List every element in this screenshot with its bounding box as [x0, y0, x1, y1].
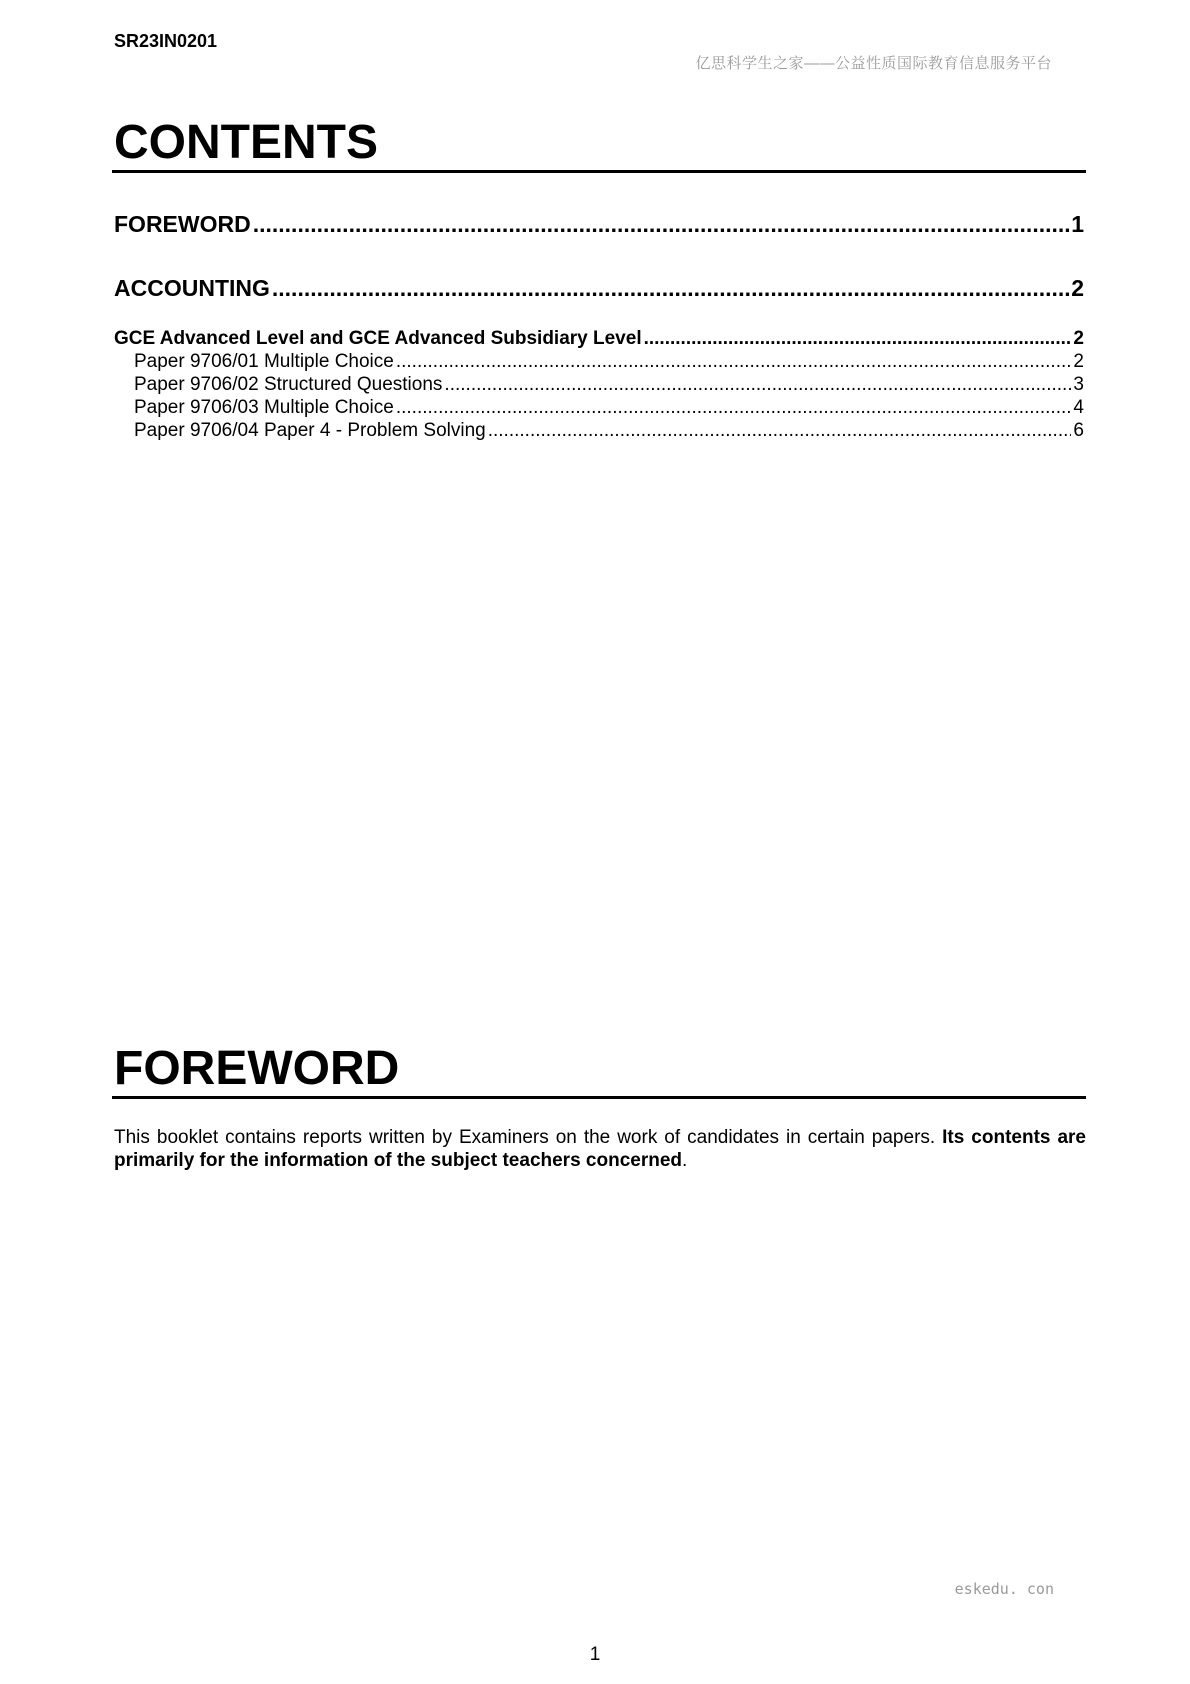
- toc-entry-label: Paper 9706/03 Multiple Choice: [134, 397, 394, 418]
- toc-entry-foreword[interactable]: [114, 210, 1084, 238]
- header-watermark: 亿思科学生之家——公益性质国际教育信息服务平台: [695, 55, 1052, 72]
- toc-entry-gce-level[interactable]: [114, 327, 1084, 350]
- toc-leader: [396, 396, 1072, 419]
- toc-entry-page: 2: [1073, 351, 1084, 372]
- toc-leader: [272, 274, 1069, 302]
- toc-entry-page: 6: [1073, 420, 1084, 441]
- toc-leader: [396, 350, 1072, 373]
- toc-entry-page: 1: [1071, 211, 1084, 237]
- foreword-rule: [112, 1096, 1086, 1099]
- toc-entry-label: ACCOUNTING: [114, 275, 270, 301]
- foreword-text: This booklet contains reports written by Examiners on the work of candidates in certain papers.: [114, 1127, 943, 1148]
- toc-entry-label: FOREWORD: [114, 211, 251, 237]
- toc-leader: [253, 210, 1069, 238]
- toc-leader: [488, 419, 1072, 442]
- page-number: 1: [589, 1644, 601, 1665]
- document-code: SR23IN0201: [114, 31, 218, 51]
- toc-entry-label: Paper 9706/04 Paper 4 - Problem Solving: [134, 420, 486, 441]
- foreword-text-end: .: [682, 1150, 688, 1171]
- foreword-bold-text: Its contents are primarily for the information of the subject teachers concerned: [114, 1127, 1086, 1171]
- toc-entry-label: GCE Advanced Level and GCE Advanced Subsidiary Level: [114, 328, 642, 349]
- toc-entry-page: 2: [1073, 328, 1084, 349]
- toc-entry-page: 4: [1073, 397, 1084, 418]
- toc-leader: [644, 327, 1072, 350]
- toc-entry-label: Paper 9706/01 Multiple Choice: [134, 351, 394, 372]
- foreword-title: FOREWORD: [114, 1042, 400, 1095]
- toc-entry-paper-02[interactable]: [134, 373, 1084, 396]
- toc-entry-paper-01[interactable]: [134, 350, 1084, 373]
- toc-entry-label: Paper 9706/02 Structured Questions: [134, 374, 443, 395]
- toc-leader: [444, 373, 1071, 396]
- toc-entry-page: 3: [1073, 374, 1084, 395]
- toc-entry-paper-03[interactable]: [134, 396, 1084, 419]
- contents-title: CONTENTS: [114, 116, 378, 169]
- toc-entry-accounting[interactable]: [114, 274, 1084, 302]
- toc-entry-page: 2: [1071, 275, 1084, 301]
- contents-rule: [112, 170, 1086, 173]
- toc-entry-paper-04[interactable]: [134, 419, 1084, 442]
- footer-watermark: eskedu. con: [954, 1580, 1054, 1598]
- foreword-paragraph: [114, 1126, 1086, 1172]
